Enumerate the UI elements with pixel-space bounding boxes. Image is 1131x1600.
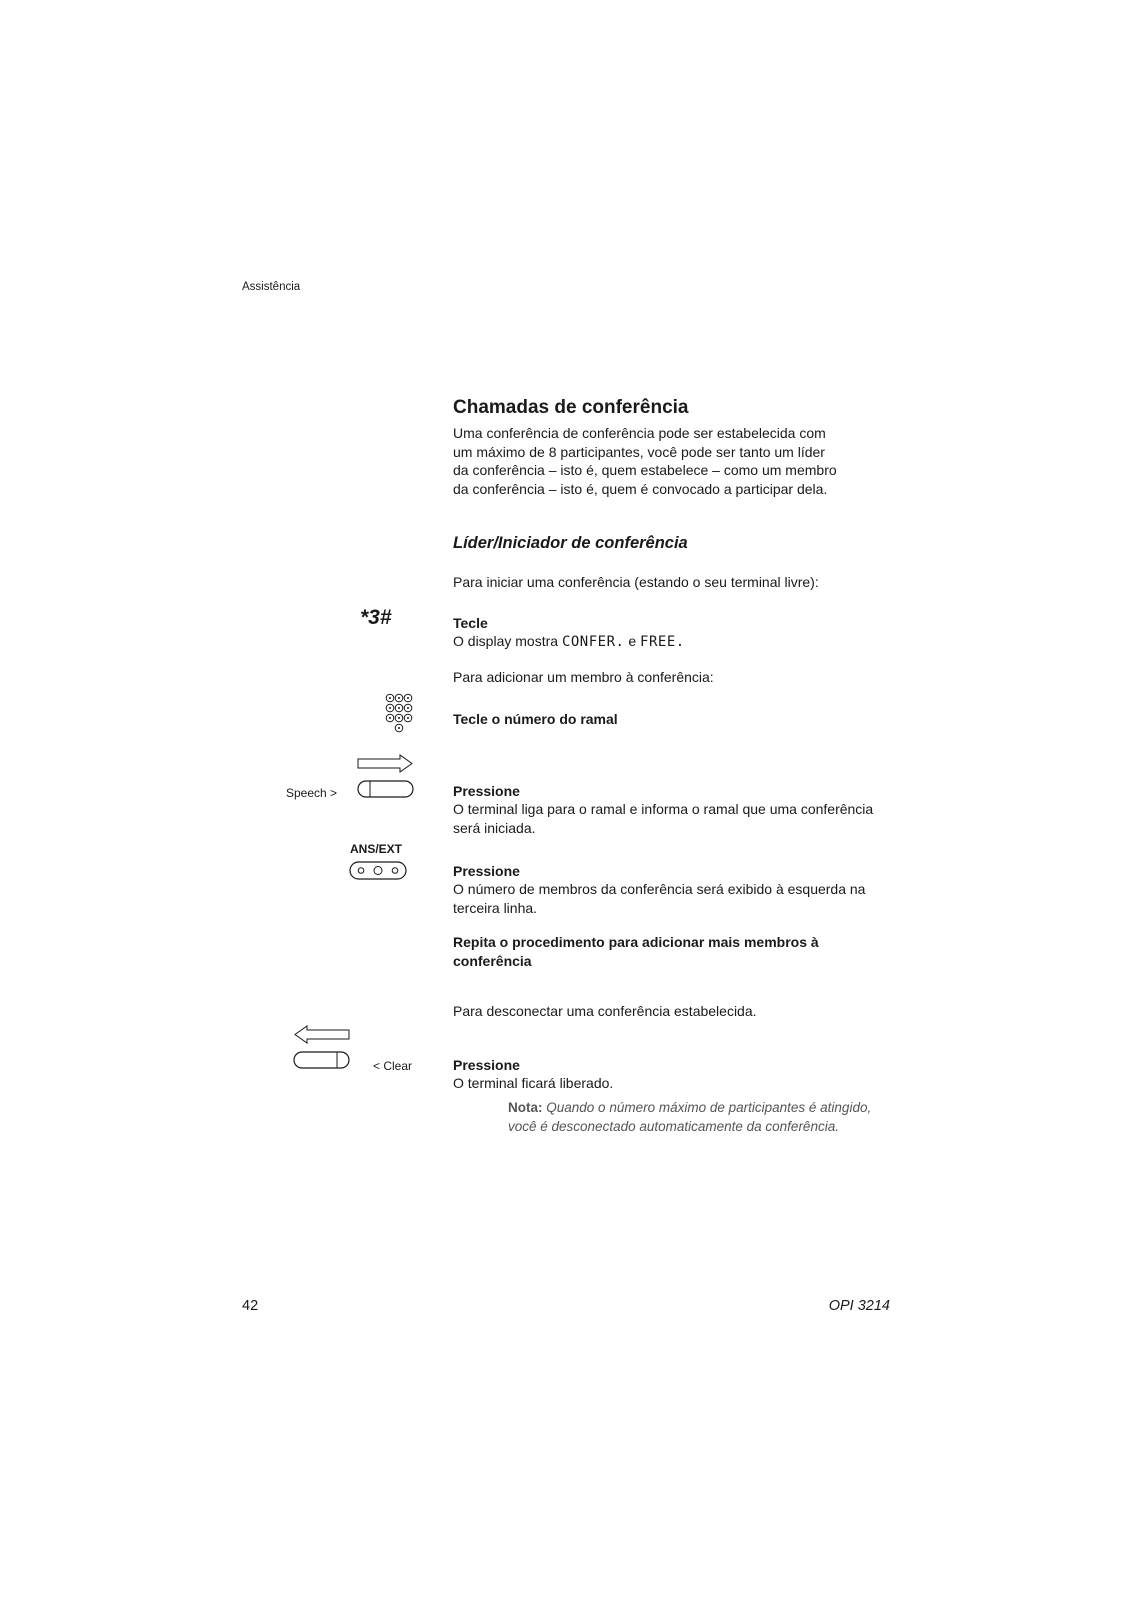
ans-ext-key-label: ANS/EXT bbox=[350, 842, 403, 856]
display-shows-text bbox=[453, 632, 685, 652]
clear-softkey-icon[interactable] bbox=[293, 1050, 351, 1072]
intro-paragraph bbox=[453, 424, 863, 498]
star-three-hash-key: *3# bbox=[360, 606, 392, 629]
press-body-line: O terminal liga para o ramal e informa o ramal que uma conferência bbox=[453, 801, 874, 817]
display-confer: CONFER. bbox=[561, 634, 625, 650]
press-body-2 bbox=[453, 880, 893, 917]
keypad-icon bbox=[385, 693, 415, 737]
section-label: Assistência bbox=[242, 281, 301, 293]
start-intro: Para iniciar uma conferência (estando o seu terminal livre): bbox=[453, 574, 819, 590]
left-arrow-icon bbox=[293, 1025, 351, 1045]
speech-softkey-icon[interactable] bbox=[357, 779, 415, 801]
note-block bbox=[508, 1099, 898, 1136]
press-body-line: O número de membros da conferência será exibido à esquerda na bbox=[453, 881, 866, 897]
ans-ext-key-icon[interactable] bbox=[349, 860, 409, 882]
press-heading-1: Pressione bbox=[453, 783, 520, 799]
intro-line: um máximo de 8 participantes, você pode ser tanto um líder bbox=[453, 443, 825, 460]
tecle-heading: Tecle bbox=[453, 615, 488, 631]
press-body-line: será iniciada. bbox=[453, 819, 536, 836]
note-label: Nota: bbox=[508, 1100, 543, 1115]
press-body-line: terceira linha. bbox=[453, 899, 538, 916]
repeat-line: Repita o procedimento para adicionar mais membros à bbox=[453, 934, 819, 950]
intro-line: da conferência – isto é, quem estabelece – como um membro bbox=[453, 462, 837, 478]
clear-key-label: < Clear bbox=[373, 1059, 413, 1073]
display-free: FREE. bbox=[640, 634, 685, 650]
intro-line: Uma conferência de conferência pode ser estabelecida com bbox=[453, 425, 826, 441]
right-arrow-icon bbox=[356, 754, 414, 774]
dial-extension-instruction: Tecle o número do ramal bbox=[453, 711, 618, 727]
press-heading-3: Pressione bbox=[453, 1057, 520, 1073]
note-line: você é desconectado automaticamente da conferência. bbox=[508, 1118, 839, 1134]
section-subtitle: Líder/Iniciador de conferência bbox=[453, 534, 688, 552]
display-prefix: O display mostra bbox=[453, 633, 559, 649]
page-title: Chamadas de conferência bbox=[453, 397, 689, 418]
intro-line: da conferência – isto é, quem é convocado a participar dela. bbox=[453, 480, 828, 497]
repeat-instruction bbox=[453, 933, 893, 970]
model-name: OPI 3214 bbox=[828, 1298, 890, 1314]
disconnect-intro: Para desconectar uma conferência estabelecida. bbox=[453, 1003, 757, 1019]
display-and: e bbox=[628, 633, 637, 649]
note-line: Quando o número máximo de participantes é atingido, bbox=[546, 1100, 872, 1115]
add-member-intro: Para adicionar um membro à conferência: bbox=[453, 669, 714, 685]
speech-key-label: Speech > bbox=[286, 786, 338, 800]
repeat-line: conferência bbox=[453, 952, 532, 969]
press-body-1 bbox=[453, 800, 893, 837]
page-number: 42 bbox=[242, 1298, 259, 1314]
press-body-3: O terminal ficará liberado. bbox=[453, 1075, 614, 1091]
press-heading-2: Pressione bbox=[453, 863, 520, 879]
